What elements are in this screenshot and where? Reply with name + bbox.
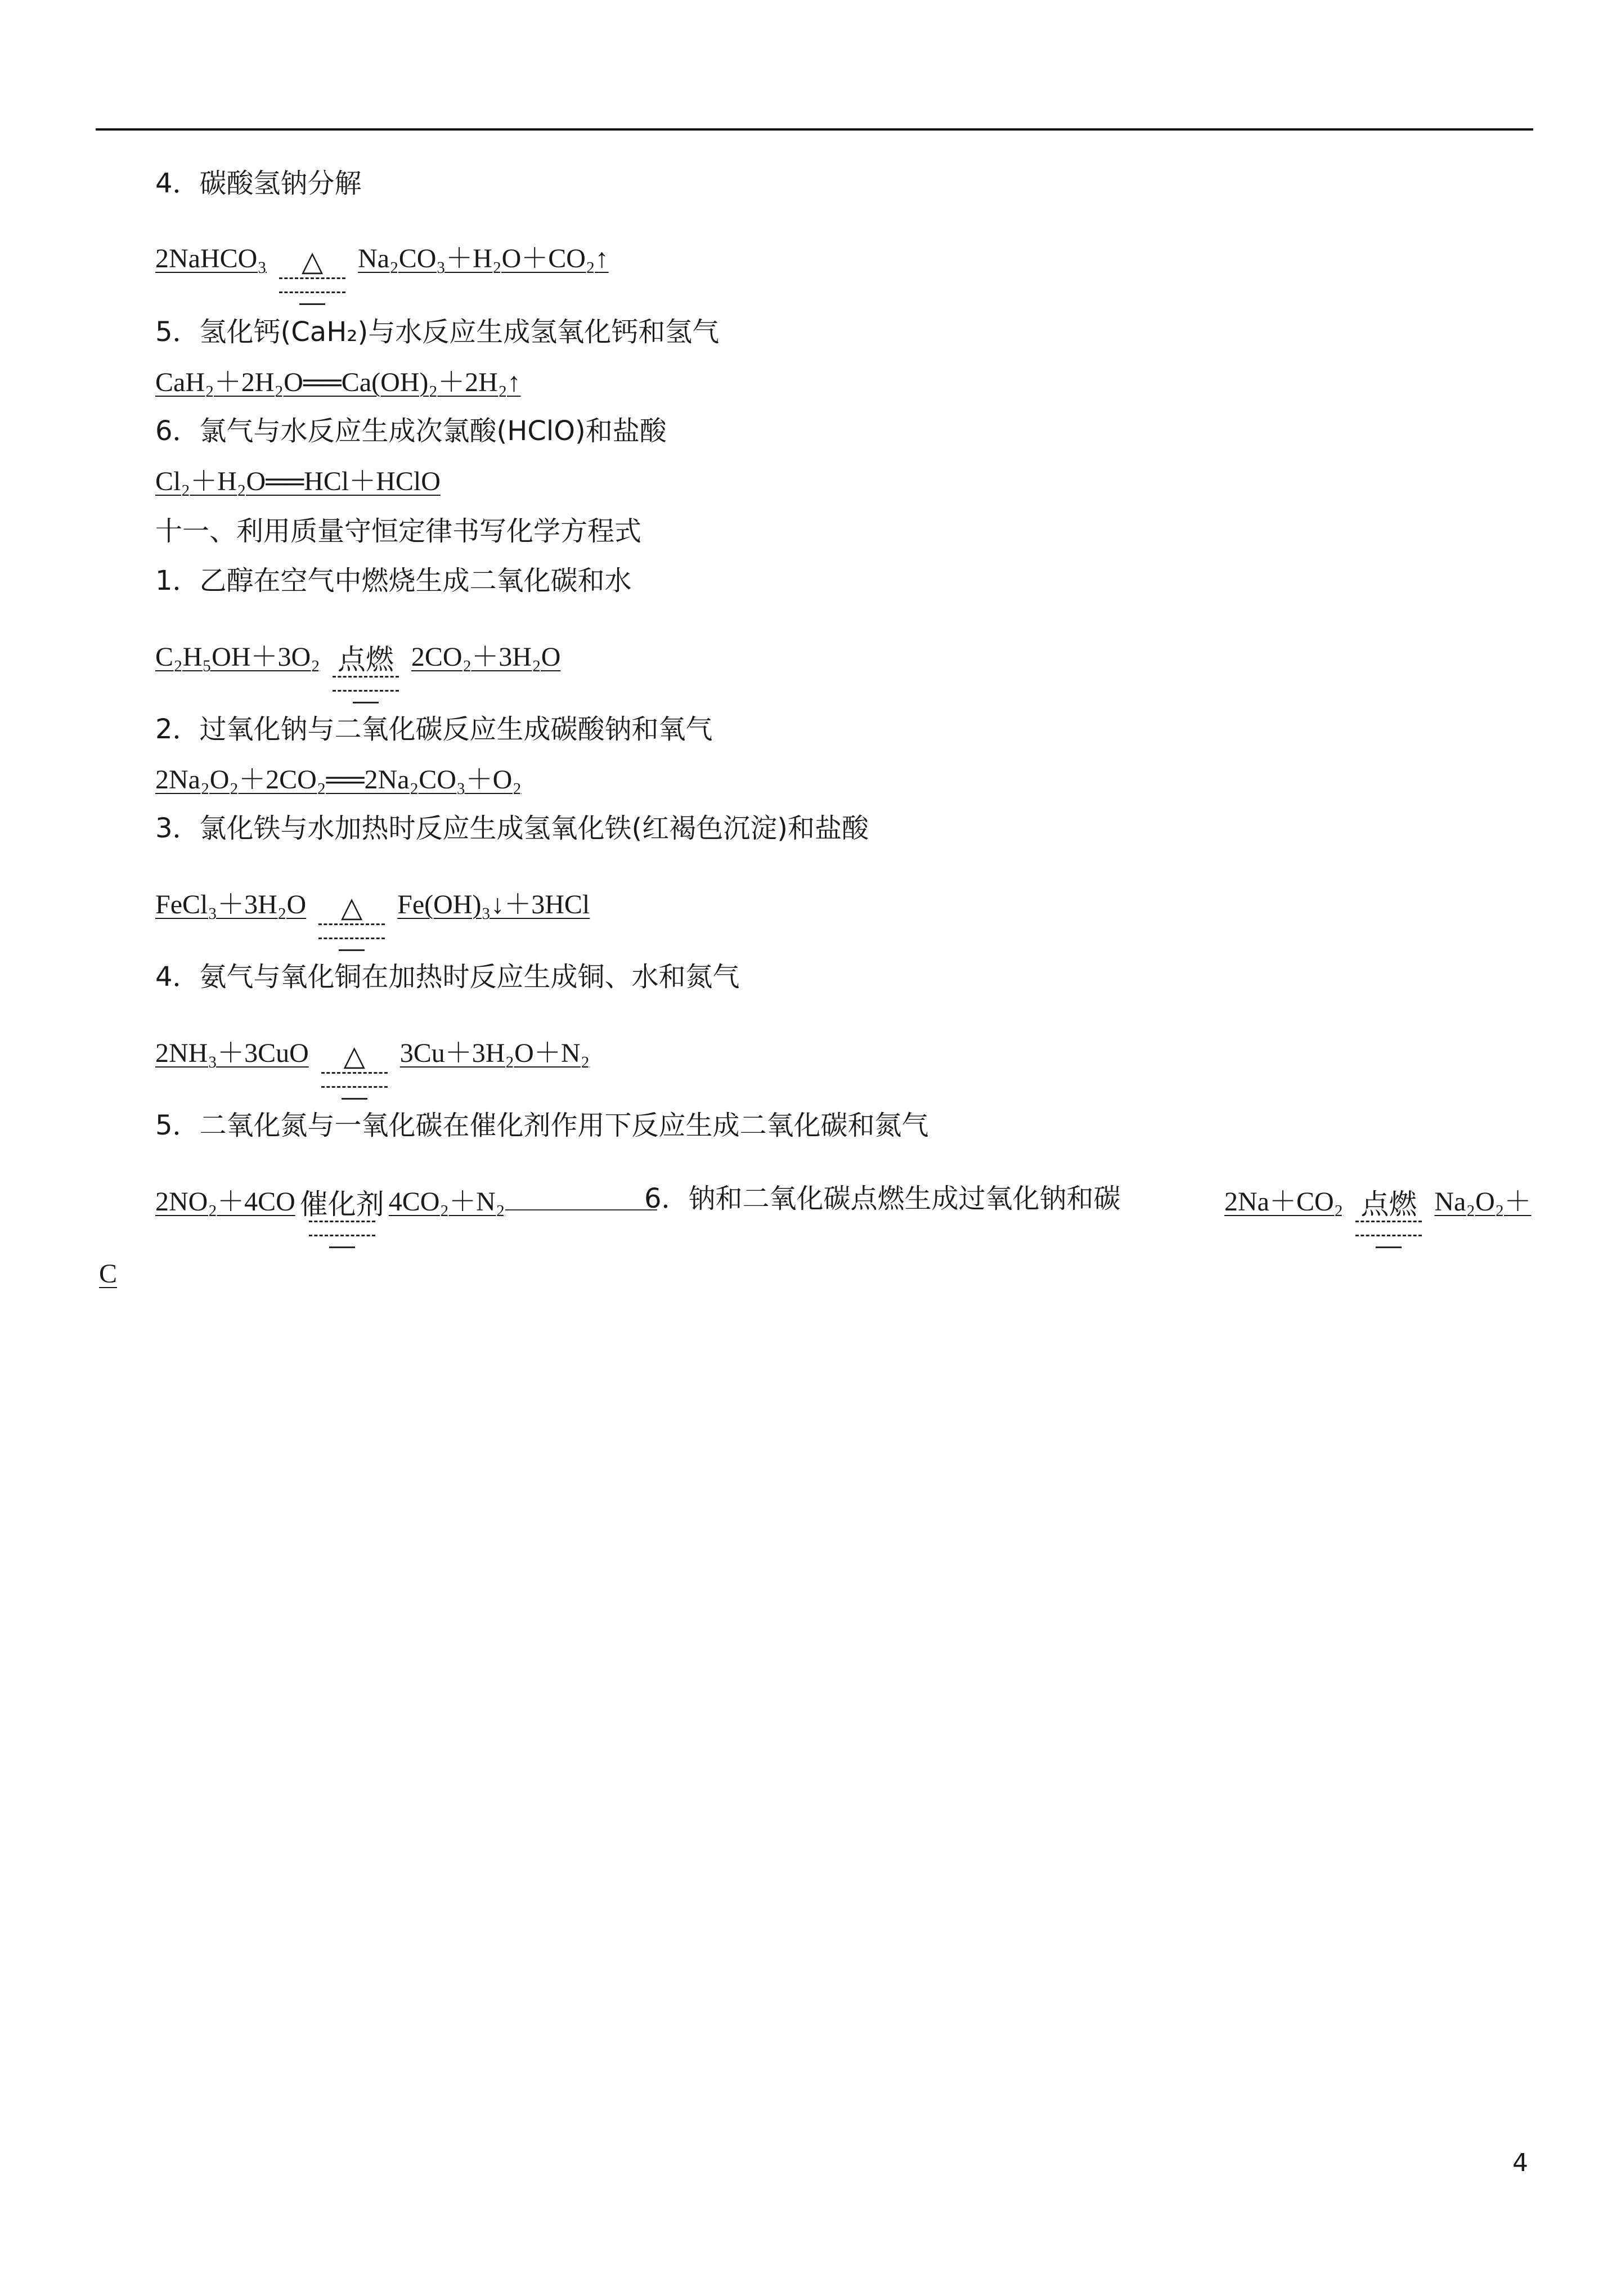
section-question-5-rhs: 4CO₂＋N₂ xyxy=(388,1187,505,1217)
question-4-rhs: Na₂CO₃＋H₂O＋CO₂↑ xyxy=(358,244,609,273)
reaction-arrow xyxy=(1355,1190,1422,1248)
section-question-6-rhs-continued: C xyxy=(99,1259,118,1289)
reaction-arrow xyxy=(321,1039,388,1100)
reaction-condition: △ xyxy=(343,1039,365,1072)
reaction-arrow xyxy=(279,247,345,305)
section-question-1-equation xyxy=(155,640,560,700)
section-question-4-equation xyxy=(155,1037,590,1096)
section-question-1-prompt: 1．乙醇在空气中燃烧生成二氧化碳和水 xyxy=(155,565,632,597)
reaction-condition: 催化剂 xyxy=(299,1188,384,1221)
header-rule xyxy=(96,128,1533,131)
reaction-condition: △ xyxy=(340,891,363,923)
question-5-equation: CaH₂＋2H₂O══Ca(OH)₂＋2H₂↑ xyxy=(155,367,521,397)
section-question-1-lhs: C₂H₅OH＋3O₂ xyxy=(155,642,320,672)
section-question-4-rhs: 3Cu＋3H₂O＋N₂ xyxy=(399,1038,590,1068)
question-4-equation xyxy=(155,242,609,302)
reaction-condition: 点燃 xyxy=(337,643,394,676)
answer-blank xyxy=(505,1209,657,1210)
question-5-prompt: 5．氢化钙(CaH₂)与水反应生成氢氧化钙和氢气 xyxy=(155,316,720,348)
question-6-equation: Cl₂＋H₂O══HCl＋HClO xyxy=(155,467,441,496)
section-question-2-equation: 2Na₂O₂＋2CO₂══2Na₂CO₃＋O₂ xyxy=(155,765,522,795)
reaction-condition: 点燃 xyxy=(1360,1188,1417,1221)
question-4-prompt: 4．碳酸氢钠分解 xyxy=(155,168,362,199)
page-number: 4 xyxy=(1512,2149,1528,2177)
section-question-6-equation xyxy=(1224,1185,1532,1245)
section-question-3-equation xyxy=(155,888,590,948)
section-question-5-lhs: 2NO₂＋4CO xyxy=(155,1187,295,1217)
section-title: 十一、利用质量守恒定律书写化学方程式 xyxy=(155,515,642,547)
question-4-lhs: 2NaHCO₃ xyxy=(155,244,267,273)
section-question-1-rhs: 2CO₂＋3H₂O xyxy=(411,642,561,672)
section-question-5-equation xyxy=(155,1185,657,1245)
question-6-prompt: 6．氯气与水反应生成次氯酸(HClO)和盐酸 xyxy=(155,415,667,447)
section-question-2-prompt: 2．过氧化钠与二氧化碳反应生成碳酸钠和氧气 xyxy=(155,714,713,745)
section-question-5-prompt: 5．二氧化氮与一氧化碳在催化剂作用下反应生成二氧化碳和氮气 xyxy=(155,1110,929,1141)
reaction-arrow xyxy=(318,893,385,951)
section-question-4-lhs: 2NH₃＋3CuO xyxy=(155,1038,309,1068)
section-question-3-rhs: Fe(OH)₃↓＋3HCl xyxy=(397,890,590,920)
section-question-6-rhs: Na₂O₂＋ xyxy=(1434,1187,1532,1217)
section-question-6-prompt: 6．钠和二氧化碳点燃生成过氧化钠和碳 xyxy=(644,1183,1121,1214)
section-question-3-lhs: FeCl₃＋3H₂O xyxy=(155,890,307,920)
section-question-6-lhs: 2Na＋CO₂ xyxy=(1224,1187,1344,1217)
section-question-4-prompt: 4．氨气与氧化铜在加热时反应生成铜、水和氮气 xyxy=(155,961,740,993)
section-question-3-prompt: 3．氯化铁与水加热时反应生成氢氧化铁(红褐色沉淀)和盐酸 xyxy=(155,813,869,844)
reaction-condition: △ xyxy=(301,245,324,277)
reaction-arrow xyxy=(300,1190,384,1248)
reaction-arrow xyxy=(333,645,399,703)
